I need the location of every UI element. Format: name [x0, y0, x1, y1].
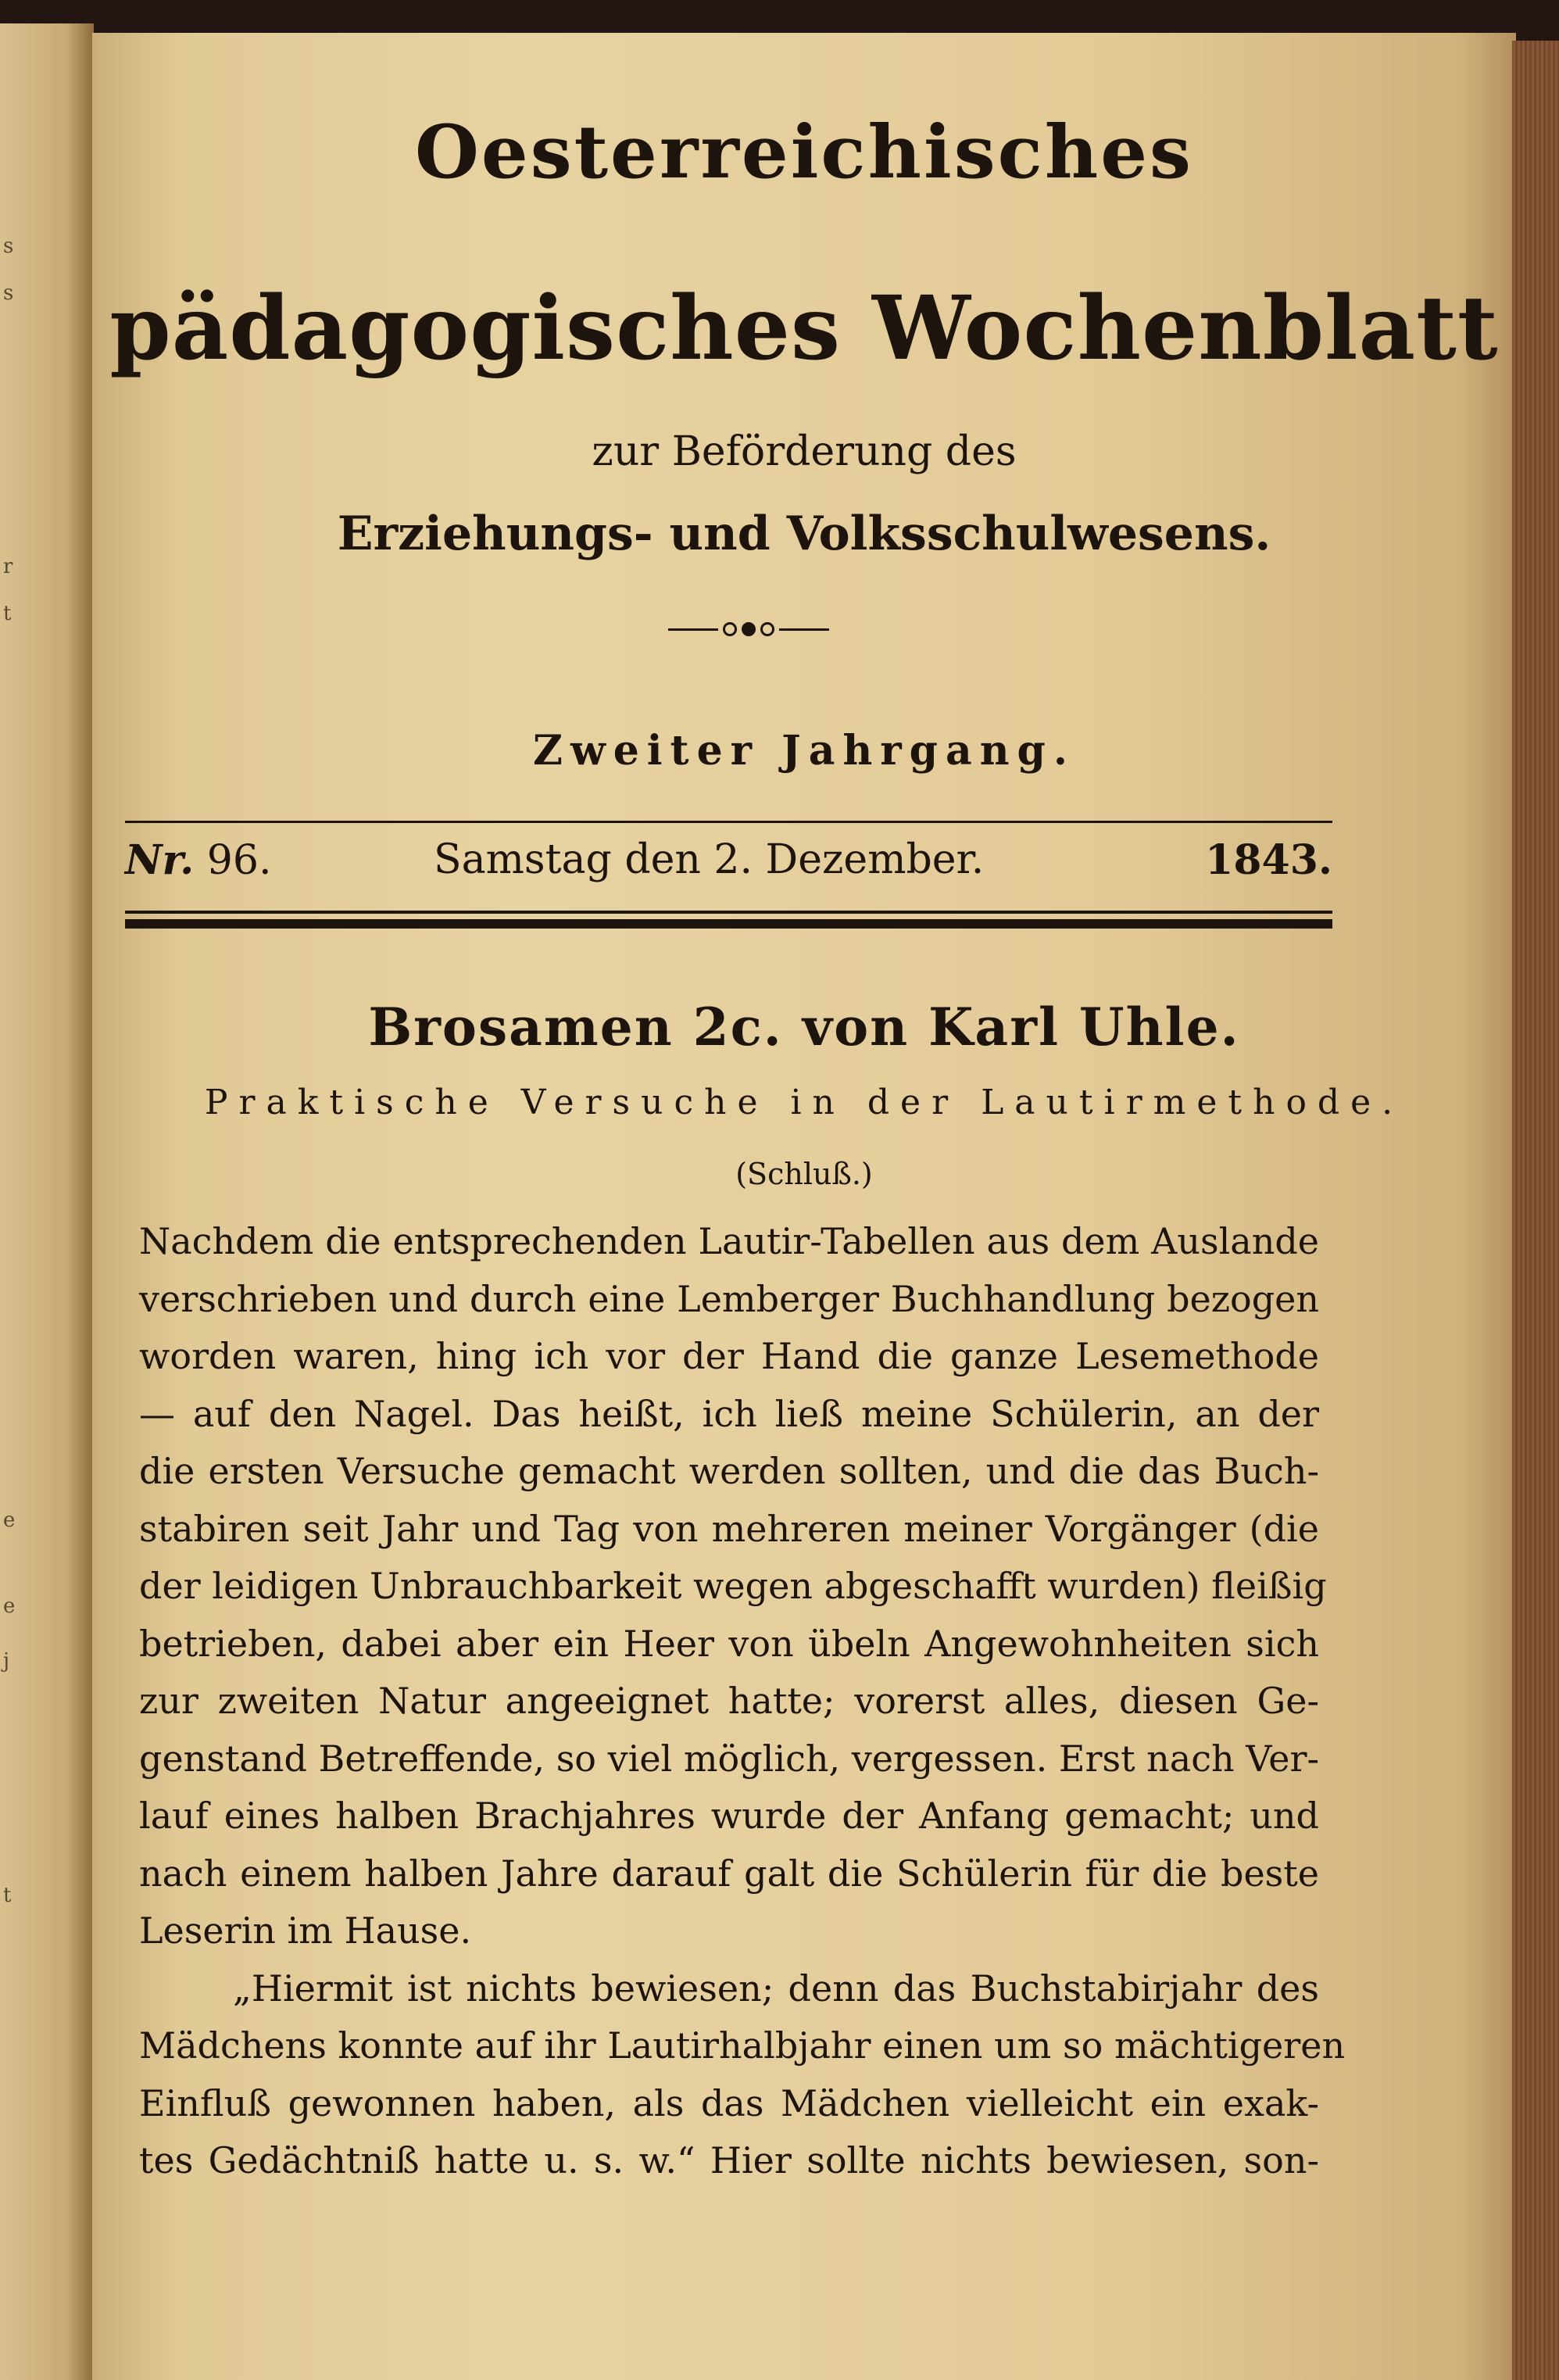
body-line: betrieben, dabei aber ein Heer von übeln Angewohnheiten sich — [139, 1622, 1319, 1665]
left-page-fragment: t — [3, 1884, 12, 1907]
issue-number-value: 96. — [206, 837, 272, 884]
body-line: — auf den Nagel. Das heißt, ich ließ meine Schülerin, an der — [139, 1392, 1319, 1435]
adjacent-page-edge — [0, 23, 94, 2380]
body-line: worden waren, hing ich vor der Hand die ganze Lesemethode — [139, 1335, 1319, 1377]
body-line: tes Gedächtniß hatte u. s. w.“ Hier sollte nichts bewiesen, son- — [139, 2139, 1319, 2181]
body-line: Einfluß gewonnen haben, als das Mädchen vielleicht ein exak- — [139, 2081, 1319, 2124]
page-stack-edge — [1512, 41, 1559, 2380]
ornament-divider — [653, 616, 845, 642]
left-page-fragment: r — [3, 555, 13, 578]
left-page-fragment: e — [3, 1509, 16, 1532]
body-line: genstand Betreffende, so viel möglich, vergessen. Erst nach Ver- — [139, 1737, 1319, 1780]
left-page-fragment: s — [3, 234, 14, 258]
issue-line — [125, 836, 1332, 899]
body-line: die ersten Versuche gemacht werden sollten, und die das Buch- — [139, 1450, 1319, 1492]
body-line: stabiren seit Jahr und Tag von mehreren meiner Vorgänger (die — [139, 1507, 1319, 1550]
body-line: der leidigen Unbrauchbarkeit wegen abgeschafft wurden) fleißig — [139, 1565, 1327, 1607]
body-line: Leserin im Hause. — [139, 1909, 472, 1952]
body-line: lauf eines halben Brachjahres wurde der Anfang gemacht; und — [139, 1795, 1319, 1837]
masthead-title-line2: pädagogisches Wochenblatt — [109, 277, 1499, 380]
body-line: zur zweiten Natur angeeignet hatte; vorerst alles, diesen Ge- — [139, 1680, 1319, 1722]
issue-year: 1843. — [1205, 836, 1332, 884]
body-line: Mädchens konnte auf ihr Lautirhalbjahr einen um so mächtigeren — [139, 2024, 1346, 2067]
body-line: nach einem halben Jahre darauf galt die Schülerin für die beste — [139, 1852, 1319, 1895]
body-line: verschrieben und durch eine Lemberger Buchhandlung bezogen — [139, 1277, 1319, 1320]
issue-number-label: Nr. — [125, 836, 195, 884]
article-subtitle: Praktische Versuche in der Lautirmethode. — [204, 1083, 1404, 1122]
article-title: Brosamen 2c. von Karl Uhle. — [368, 997, 1240, 1058]
article-note: (Schluß.) — [735, 1157, 873, 1191]
header-rule-thin — [125, 911, 1332, 914]
masthead-subtitle-line2: Erziehungs- und Volksschulwesens. — [337, 506, 1271, 561]
left-page-fragment: t — [3, 602, 12, 625]
left-page-fragment: s — [3, 281, 14, 305]
article-body — [139, 1213, 1346, 2190]
issue-date: Samstag den 2. Dezember. — [434, 836, 985, 883]
left-page-fragment: j — [3, 1649, 10, 1673]
body-line: Nachdem die entsprechenden Lautir-Tabellen aus dem Auslande — [139, 1220, 1319, 1262]
masthead-title-line1: Oesterreichisches — [415, 109, 1193, 195]
volume-label: Zweiter Jahrgang. — [533, 727, 1075, 775]
header-rule — [125, 821, 1332, 823]
header-rule-thick — [125, 919, 1332, 929]
body-line: „Hiermit ist nichts bewiesen; denn das Buchstabirjahr des — [233, 1967, 1319, 2010]
left-page-fragment: e — [3, 1594, 16, 1618]
masthead-subtitle-line1: zur Beförderung des — [592, 428, 1017, 475]
issue-number — [125, 836, 272, 884]
